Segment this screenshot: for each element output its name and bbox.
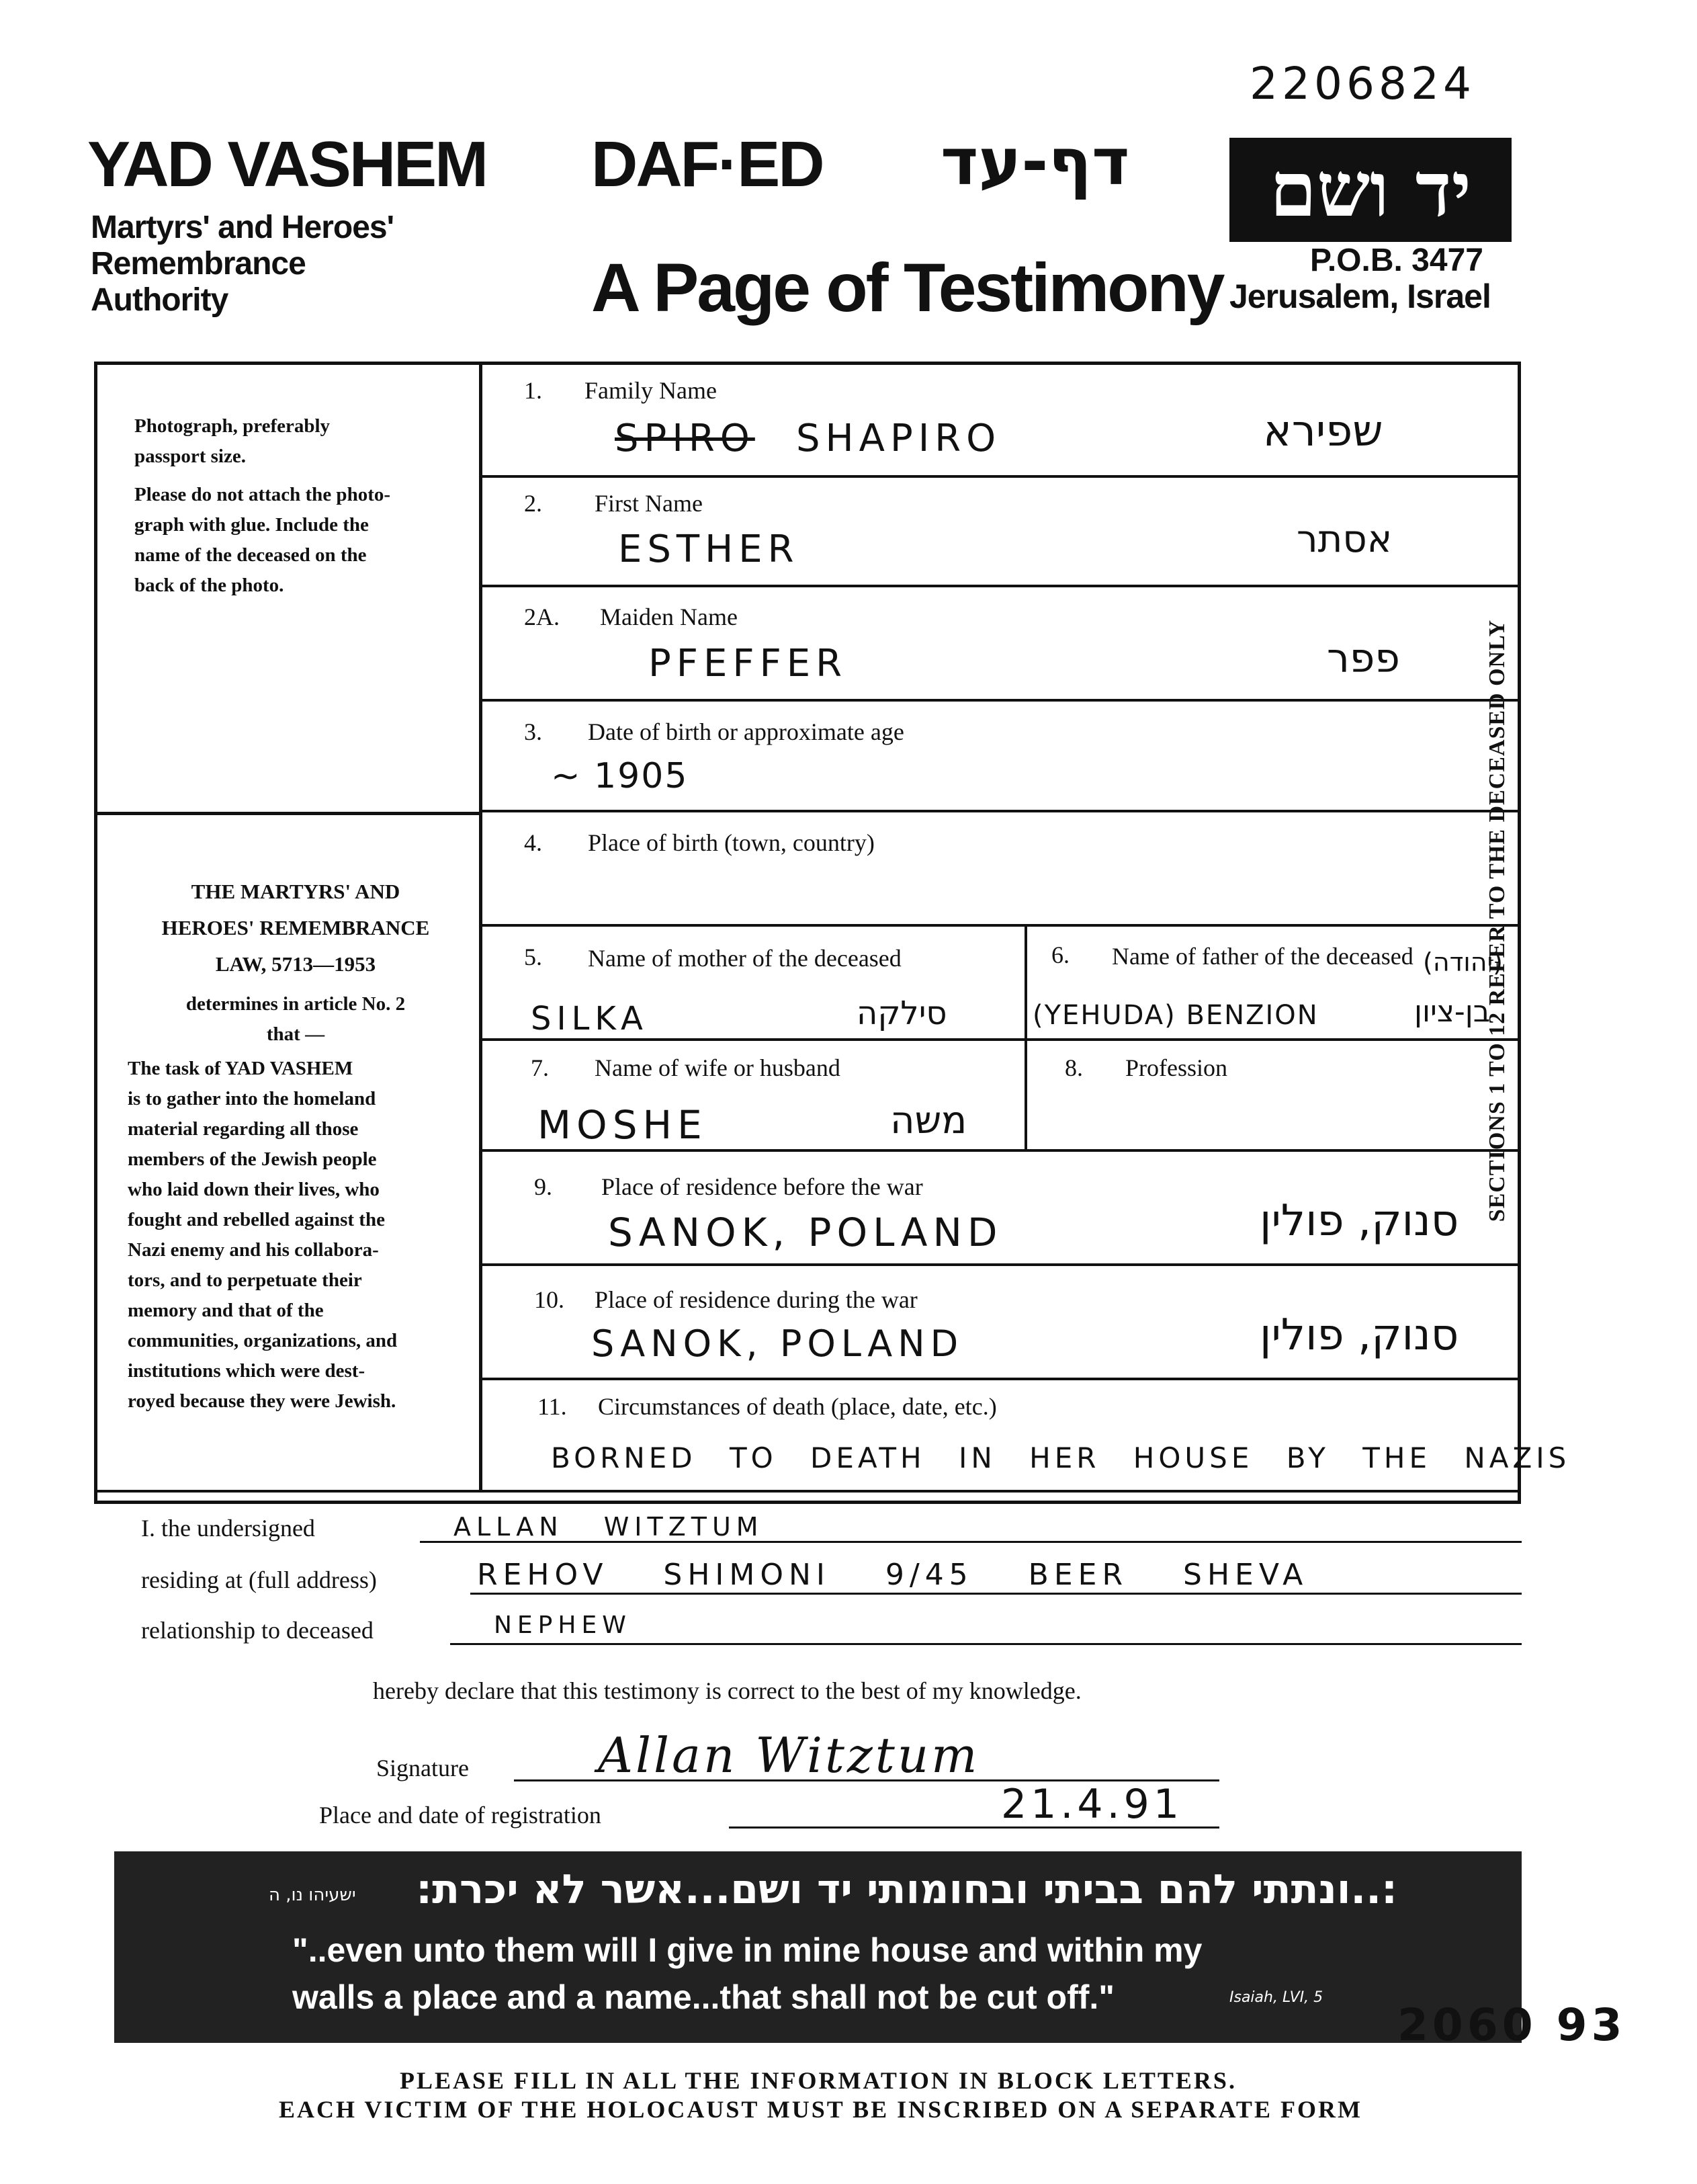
field-4-label: Place of birth (town, country) [588, 829, 875, 856]
field-5-value: SILKA [531, 1000, 648, 1038]
field-6-number: 6. [1051, 941, 1070, 968]
field-3-label: Date of birth or approximate age [588, 718, 904, 745]
law-section [128, 874, 464, 1417]
section-bottom [94, 1490, 1521, 1493]
field-8-label: Profession [1125, 1054, 1227, 1081]
photo-box [134, 411, 450, 601]
signature-label: Signature [376, 1755, 469, 1781]
law-text-line: royed because they were Jewish. [128, 1390, 396, 1412]
place-date-label: Place and date of registration [319, 1802, 601, 1829]
field-10-value: SANOK, POLAND [591, 1322, 964, 1365]
banner-ref: Isaiah, LVI, 5 [1229, 1989, 1323, 2006]
frame-right [1518, 362, 1521, 1504]
field-9-value: SANOK, POLAND [608, 1210, 1003, 1255]
undersigned-label: I. the undersigned [141, 1515, 315, 1542]
field-11-number: 11. [537, 1393, 567, 1420]
yad-vashem-logo [1229, 138, 1512, 242]
law-text-line: who laid down their lives, who [128, 1179, 380, 1200]
field-7-value: MOSHE [537, 1102, 707, 1148]
pob: P.O.B. 3477 [1310, 243, 1483, 278]
row-sep [480, 1149, 1521, 1152]
field-2a-number: 2A. [524, 603, 560, 630]
law-text-line: fought and rebelled against the [128, 1209, 385, 1230]
footer-line-1: PLEASE FILL IN ALL THE INFORMATION IN BLOCK LETTERS. [400, 2067, 1237, 2094]
law-title-line: HEROES' REMEMBRANCE [161, 916, 430, 939]
law-title-line: LAW, 5713—1953 [215, 952, 376, 976]
row-sep [480, 475, 1521, 478]
law-text [128, 1054, 464, 1417]
field-2-value: ESTHER [618, 528, 799, 571]
daf-ed-title: DAF·ED [591, 128, 823, 200]
row-sep [480, 810, 1521, 812]
signature: Allan Witztum [598, 1727, 980, 1783]
photo-instructions [134, 480, 450, 601]
frame-top [94, 362, 1521, 365]
photo-title-line: passport size. [134, 446, 246, 467]
field-2a-hebrew: פפר [1327, 635, 1400, 682]
bottom-document-number: 2060 93 [1397, 1999, 1626, 2051]
field-10-hebrew: סנוק, פולין [1260, 1310, 1459, 1360]
quote-banner [114, 1851, 1522, 2043]
law-intro [128, 989, 464, 1050]
law-text-line: institutions which were dest- [128, 1360, 365, 1382]
field-10-label: Place of residence during the war [595, 1286, 918, 1313]
field-2a-label: Maiden Name [600, 603, 738, 630]
photo-title [134, 411, 450, 472]
side-note: SECTIONS 1 TO 12 REFER TO THE DECEASED ONLY [1485, 619, 1510, 1222]
field-2-label: First Name [595, 490, 703, 517]
photo-instruction-line: name of the deceased on the [134, 544, 367, 566]
row-sep [480, 1378, 1521, 1380]
field-2-hebrew: אסתר [1297, 517, 1393, 561]
field-6-hebrew: בן-ציון [1414, 995, 1491, 1029]
left-divider [94, 812, 480, 815]
relationship-label: relationship to deceased [141, 1617, 374, 1644]
banner-english-line-1: "..even unto them will I give in mine house and within my [292, 1931, 1203, 1969]
law-text-line: material regarding all those [128, 1118, 359, 1140]
law-text-line: memory and that of the [128, 1300, 324, 1321]
field-9-number: 9. [534, 1173, 552, 1200]
photo-instruction-line: back of the photo. [134, 575, 284, 596]
field-9-hebrew: סנוק, פולין [1260, 1196, 1459, 1246]
footer-line-2: EACH VICTIM OF THE HOLOCAUST MUST BE INSCRIBED ON A SEPARATE FORM [279, 2096, 1362, 2123]
relationship-value: NEPHEW [494, 1611, 632, 1639]
banner-english-line-2: walls a place and a name...that shall not be cut off." [292, 1978, 1115, 2016]
field-1-number: 1. [524, 377, 542, 404]
address-value: REHOV SHIMONI 9/45 BEER SHEVA [477, 1558, 1309, 1592]
field-1-struck-value: SPIRO [615, 417, 755, 460]
field-8-number: 8. [1065, 1054, 1083, 1081]
law-intro-line: that — [266, 1023, 325, 1045]
org-subtitle-line: Remembrance [91, 246, 306, 282]
frame-bottom [94, 1501, 1521, 1504]
field-6-value: (YEHUDA) BENZION [1033, 1000, 1319, 1031]
law-text-line: communities, organizations, and [128, 1330, 398, 1351]
org-subtitle-line: Authority [91, 282, 228, 318]
field-11-value: BORNED TO DEATH IN HER HOUSE BY THE NAZIS [551, 1441, 1571, 1474]
field-7-hebrew: משה [890, 1099, 967, 1142]
declaration-text: hereby declare that this testimony is correct to the best of my knowledge. [373, 1677, 1082, 1704]
city: Jerusalem, Israel [1229, 278, 1491, 315]
undersigned-value: ALLAN WITZTUM [453, 1512, 764, 1542]
row-sep [480, 585, 1521, 587]
field-5-number: 5. [524, 943, 542, 970]
law-title-line: THE MARTYRS' AND [191, 880, 400, 903]
field-3-value: ~ 1905 [551, 756, 689, 796]
law-text-line: is to gather into the homeland [128, 1088, 376, 1109]
relationship-line [450, 1643, 1522, 1645]
row-sep [480, 924, 1521, 927]
field-7-number: 7. [531, 1054, 549, 1081]
field-3-number: 3. [524, 718, 542, 745]
page-title: A Page of Testimony [591, 249, 1223, 326]
row-sep [480, 1263, 1521, 1266]
photo-instruction-line: Please do not attach the photo- [134, 484, 391, 505]
law-text-line: Nazi enemy and his collabora- [128, 1239, 379, 1261]
field-6-hebrew-note: (יהודה) [1423, 948, 1503, 977]
law-text-line: members of the Jewish people [128, 1148, 377, 1170]
daf-ed-hebrew: דף-עד [941, 124, 1130, 200]
col-sep-5-6 [1025, 924, 1027, 1149]
place-date-value: 21.4.91 [1001, 1781, 1184, 1828]
field-1-value: SHAPIRO [796, 417, 1002, 460]
org-subtitle-line: Martyrs' and Heroes' [91, 210, 394, 245]
law-text-line: The task of YAD VASHEM [128, 1058, 353, 1079]
law-text-line: tors, and to perpetuate their [128, 1269, 362, 1291]
field-5-label: Name of mother of the deceased [588, 945, 902, 972]
law-intro-line: determines in article No. 2 [185, 993, 406, 1015]
row-sep [480, 1038, 1521, 1041]
org-subtitle [91, 210, 394, 319]
frame-left [94, 362, 97, 1504]
field-4-number: 4. [524, 829, 542, 856]
field-5-hebrew: סילקה [857, 995, 947, 1032]
document-number: 2206824 [1250, 58, 1475, 110]
law-title [128, 874, 464, 982]
field-1-hebrew: שפירא [1263, 407, 1383, 456]
field-11-label: Circumstances of death (place, date, etc.) [598, 1393, 997, 1420]
field-10-number: 10. [534, 1286, 564, 1313]
field-2a-value: PFEFFER [648, 642, 848, 685]
address-line [470, 1593, 1522, 1595]
field-2-number: 2. [524, 490, 542, 517]
photo-title-line: Photograph, preferably [134, 415, 331, 437]
row-sep [480, 699, 1521, 702]
logo-hebrew-text: יד ושם [1269, 146, 1472, 234]
field-7-label: Name of wife or husband [595, 1054, 840, 1081]
address-label: residing at (full address) [141, 1566, 377, 1593]
banner-hebrew-quote: :..ונתתי להם בביתי ובחומותי יד ושם...אשר לא יכרת: [416, 1866, 1397, 1913]
banner-hebrew-ref: ישעיהו נו, ה [269, 1885, 356, 1905]
field-9-label: Place of residence before the war [601, 1173, 923, 1200]
photo-instruction-line: graph with glue. Include the [134, 514, 369, 536]
org-name: YAD VASHEM [87, 128, 487, 200]
field-6-label: Name of father of the deceased [1112, 943, 1413, 970]
field-1-label: Family Name [584, 377, 717, 404]
